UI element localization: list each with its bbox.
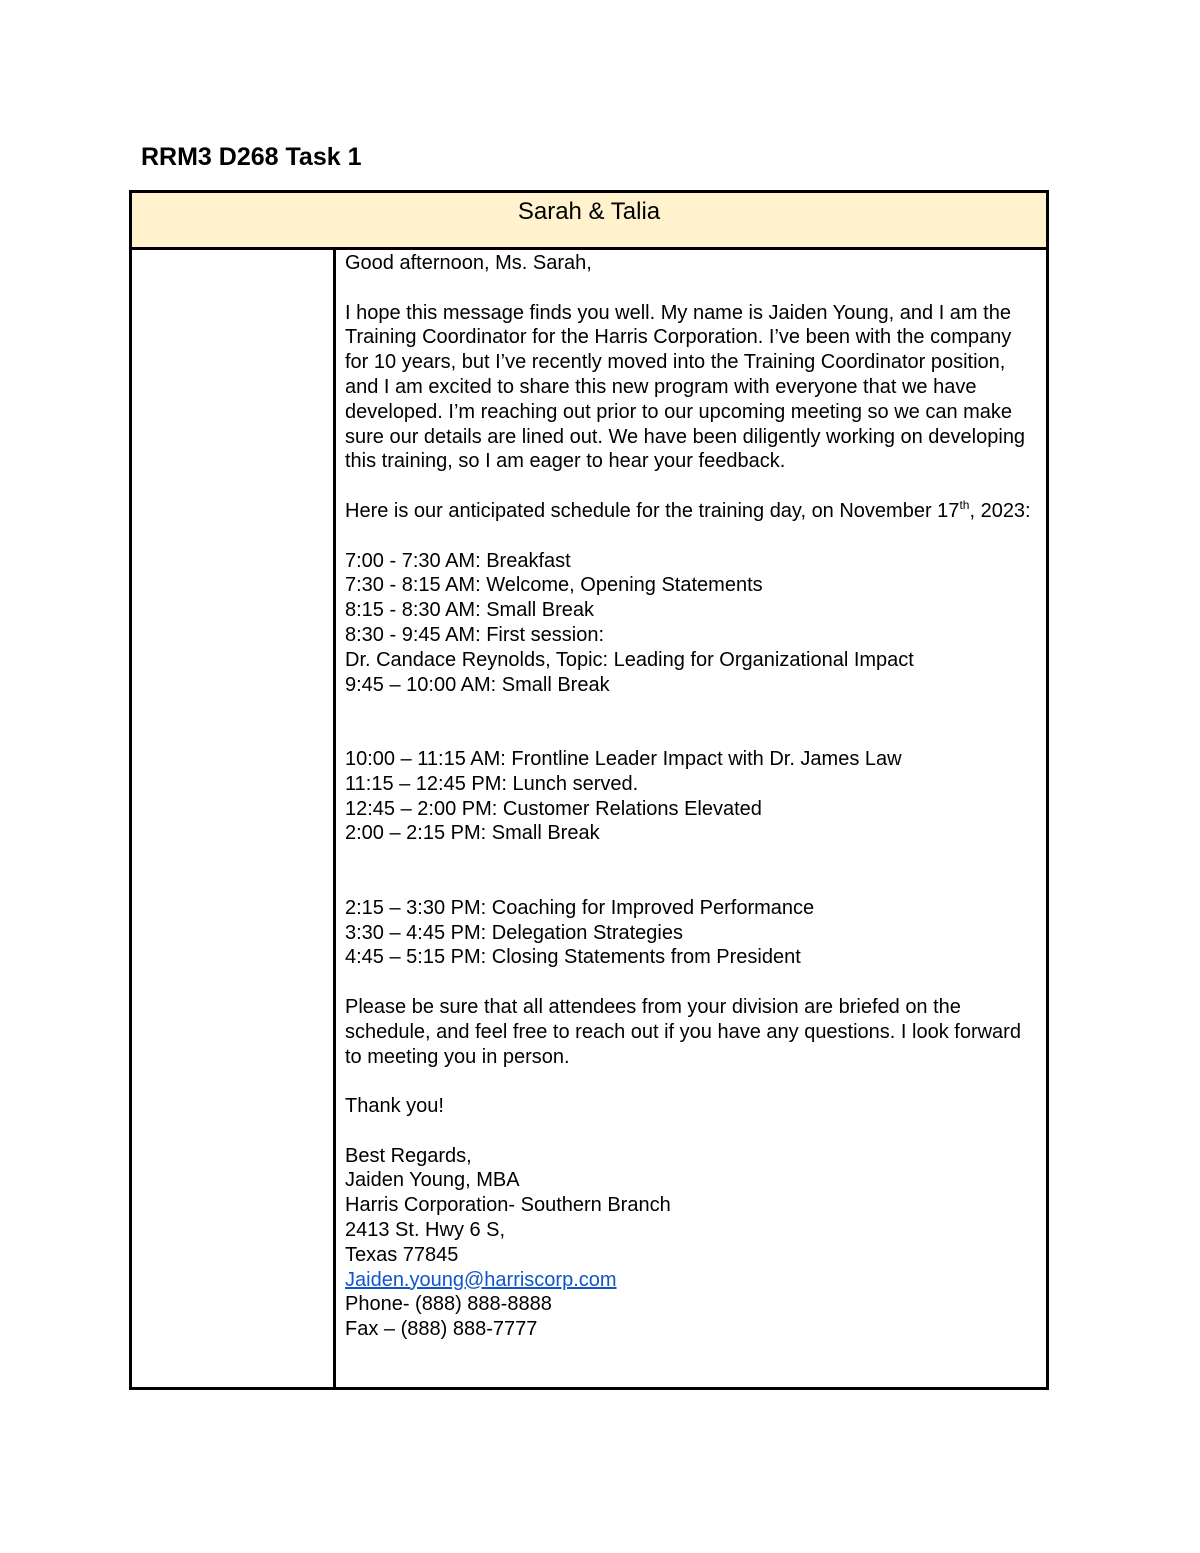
fax-number: Fax – (888) 888-7777	[345, 1318, 538, 1341]
email-link[interactable]: Jaiden.young@harriscorp.com	[345, 1268, 617, 1291]
sign-off: Best Regards,	[345, 1144, 472, 1167]
schedule-item: 8:30 - 9:45 AM: First session:	[345, 623, 604, 646]
signature-block	[345, 1144, 1035, 1342]
document-title: RRM3 D268 Task 1	[141, 143, 362, 171]
schedule-intro-year: , 2023:	[969, 499, 1031, 522]
address-line-2: Texas 77845	[345, 1243, 459, 1266]
phone-number: Phone- (888) 888-8888	[345, 1293, 552, 1316]
schedule-item: 12:45 – 2:00 PM: Customer Relations Elevated	[345, 797, 762, 820]
schedule-group-2	[345, 747, 1035, 846]
message-table	[129, 190, 1049, 1390]
table-left-cell	[132, 250, 336, 1387]
schedule-item: 9:45 – 10:00 AM: Small Break	[345, 673, 610, 696]
schedule-item: Dr. Candace Reynolds, Topic: Leading for Organizational Impact	[345, 648, 914, 671]
schedule-intro-text: Here is our anticipated schedule for the training day, on November 17	[345, 499, 960, 522]
address-line-1: 2413 St. Hwy 6 S,	[345, 1219, 506, 1242]
table-header: Sarah & Talia	[132, 193, 1046, 250]
schedule-item: 7:30 - 8:15 AM: Welcome, Opening Statements	[345, 574, 763, 597]
signer-name: Jaiden Young, MBA	[345, 1169, 520, 1192]
schedule-item: 11:15 – 12:45 PM: Lunch served.	[345, 772, 639, 795]
schedule-group-1	[345, 549, 1035, 698]
thanks-line: Thank you!	[345, 1095, 444, 1118]
intro-paragraph: I hope this message finds you well. My name is Jaiden Young, and I am the Training Coordinator for the Harris Corporation. I’ve been with the company for 10 years, but I’ve recently moved into the Training Coordinator position, and I am excited to share this new program with everyone that we have developed. I’m reaching out prior to our upcoming meeting so we can make sure our details are lined out. We have been diligently working on developing this training, so I am eager to hear your feedback.	[345, 301, 1031, 473]
email-message	[345, 251, 1035, 1342]
schedule-intro	[345, 499, 1035, 524]
signer-company: Harris Corporation- Southern Branch	[345, 1194, 671, 1217]
schedule-item: 10:00 – 11:15 AM: Frontline Leader Impact with Dr. James Law	[345, 747, 902, 770]
schedule-item: 2:00 – 2:15 PM: Small Break	[345, 822, 600, 845]
schedule-group-3	[345, 896, 1035, 970]
schedule-item: 4:45 – 5:15 PM: Closing Statements from President	[345, 946, 801, 969]
closing-paragraph: Please be sure that all attendees from your division are briefed on the schedule, and feel free to reach out if you have any questions. I look forward to meeting you in person.	[345, 995, 1027, 1068]
schedule-item: 7:00 - 7:30 AM: Breakfast	[345, 549, 571, 572]
ordinal-suffix: th	[959, 497, 970, 512]
schedule-item: 3:30 – 4:45 PM: Delegation Strategies	[345, 921, 683, 944]
schedule-item: 8:15 - 8:30 AM: Small Break	[345, 599, 595, 622]
greeting: Good afternoon, Ms. Sarah,	[345, 252, 592, 274]
schedule-item: 2:15 – 3:30 PM: Coaching for Improved Performance	[345, 896, 815, 919]
